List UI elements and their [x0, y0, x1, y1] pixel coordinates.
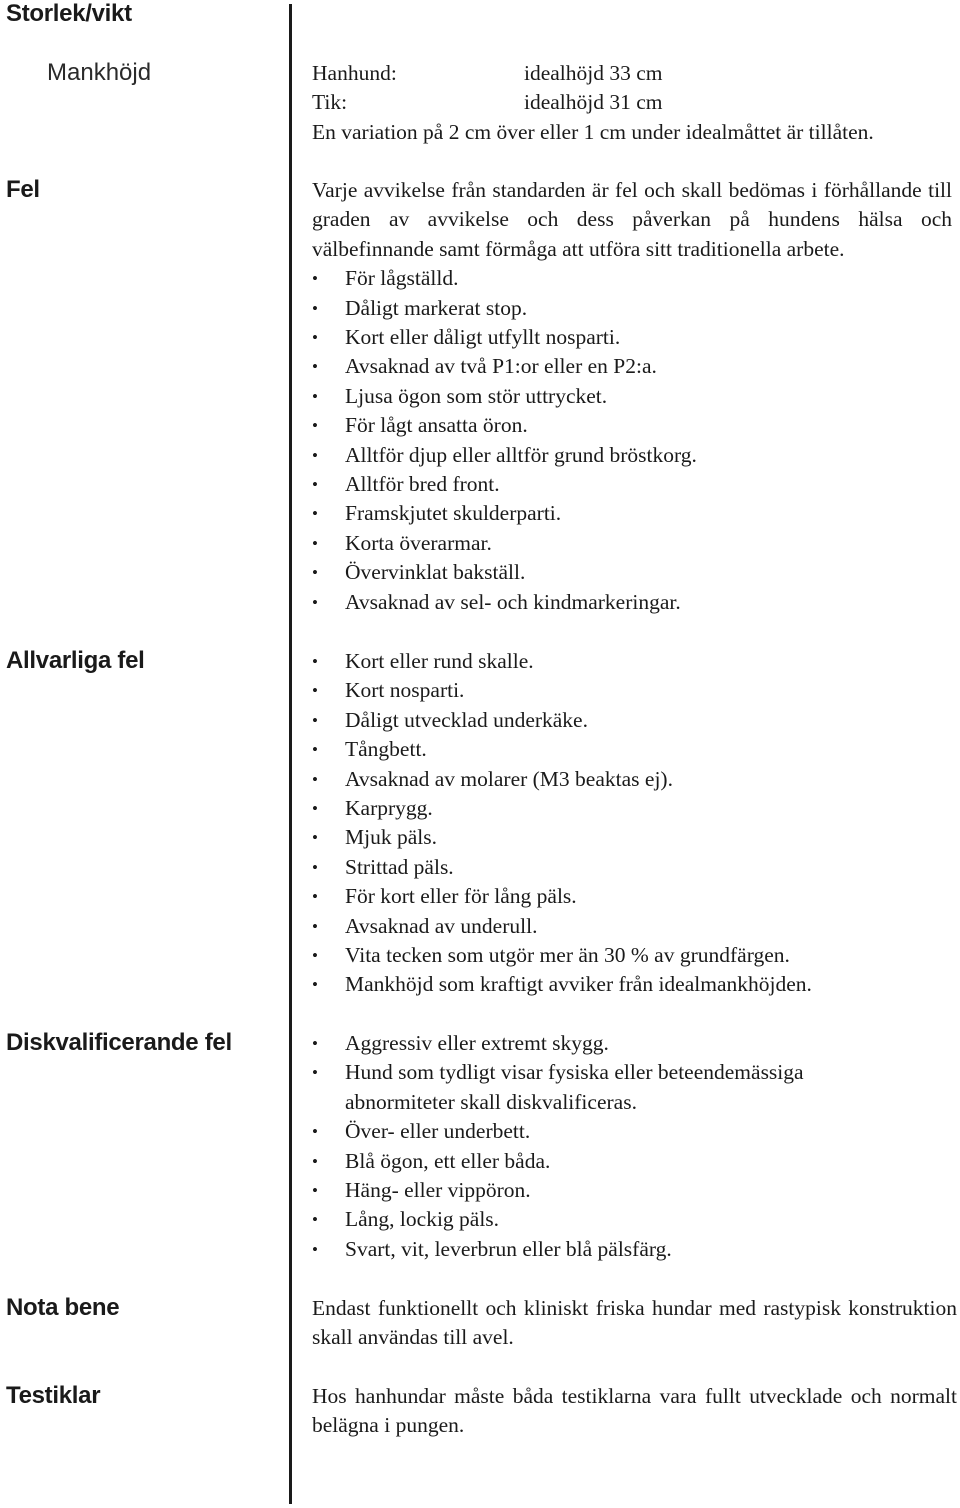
list-item-text: Häng- eller vippöron. — [345, 1178, 531, 1203]
bullet-icon: • — [312, 445, 318, 465]
list-item — [312, 588, 957, 617]
nota-bene-text: Endast funktionellt och kliniskt friska hundar med rastypisk konstruktion skall användas till avel. — [312, 1296, 957, 1350]
fel-intro: Varje avvikelse från standarden är fel och skall bedömas i förhållande till graden av avvikelse och dess påverkan på hundens hälsa och välbefinnande samt förmåga att utföra sitt traditionella arbete. — [312, 178, 952, 261]
bullet-icon: • — [312, 799, 318, 819]
testiklar-block — [312, 1382, 957, 1441]
list-item-text: Aggressiv eller extremt skygg. — [345, 1031, 609, 1055]
bullet-icon: • — [312, 357, 318, 377]
list-item-text: Korta överarmar. — [345, 530, 492, 555]
list-item — [312, 1205, 872, 1234]
list-item-text: Avsaknad av två P1:or eller en P2:a. — [345, 354, 657, 379]
list-item-text: Tångbett. — [345, 737, 427, 762]
mankhojd-row-tik — [312, 88, 957, 117]
list-item — [312, 765, 957, 794]
diskvalificerande-fel-label: Diskvalificerande fel — [6, 1029, 232, 1056]
list-item — [312, 853, 957, 882]
bullet-icon: • — [312, 1151, 318, 1171]
fel-list — [312, 264, 957, 617]
list-item — [312, 1235, 872, 1264]
list-item-text: Karprygg. — [345, 796, 433, 821]
list-item — [312, 823, 957, 852]
bullet-icon: • — [312, 681, 318, 701]
list-item-text: Dåligt markerat stop. — [345, 295, 528, 320]
list-item — [312, 1147, 872, 1176]
bullet-icon: • — [312, 1063, 318, 1083]
bullet-icon: • — [312, 563, 318, 583]
list-item — [312, 647, 957, 676]
list-item-text: Ljusa ögon som stör uttrycket. — [345, 383, 608, 408]
testiklar-label: Testiklar — [6, 1382, 101, 1409]
list-item — [312, 1029, 872, 1058]
list-item-text: Kort eller rund skalle. — [345, 649, 534, 673]
bullet-icon: • — [312, 1181, 318, 1201]
list-item — [312, 1117, 872, 1146]
bullet-icon: • — [312, 386, 318, 406]
list-item — [312, 676, 957, 705]
bullet-icon: • — [312, 328, 318, 348]
list-item-text: Övervinklat bakställ. — [345, 560, 526, 585]
row-key: Hanhund: — [312, 61, 397, 85]
bullet-icon: • — [312, 504, 318, 524]
list-item — [312, 706, 957, 735]
mankhojd-note: En variation på 2 cm över eller 1 cm under idealmåttet är tillåten. — [312, 119, 874, 144]
list-item-text: Lång, lockig päls. — [345, 1207, 500, 1232]
diskvalificerande-fel-list — [312, 1029, 872, 1264]
column-divider — [289, 4, 292, 1504]
list-item — [312, 323, 957, 352]
bullet-icon: • — [312, 916, 318, 936]
nota-bene-label: Nota bene — [6, 1294, 120, 1321]
list-item — [312, 470, 957, 499]
bullet-icon: • — [312, 710, 318, 730]
row-key: Tik: — [312, 90, 348, 115]
list-item — [312, 441, 957, 470]
bullet-icon: • — [312, 269, 318, 289]
list-item-text: Avsaknad av sel- och kindmarkeringar. — [345, 589, 681, 614]
mankhojd-row-hanhund — [312, 59, 957, 88]
bullet-icon: • — [312, 533, 318, 553]
fel-label: Fel — [6, 176, 40, 203]
diskvalificerande-fel-block — [312, 1029, 957, 1264]
list-item-text: Kort nosparti. — [345, 678, 465, 703]
list-item-text: Mankhöjd som kraftigt avviker från idealmankhöjden. — [345, 972, 812, 997]
list-item — [312, 1058, 872, 1117]
bullet-icon: • — [312, 1034, 318, 1053]
list-item-text: För lågställd. — [345, 266, 459, 291]
list-item-text: Kort eller dåligt utfyllt nosparti. — [345, 325, 621, 350]
list-item-text: Alltför bred front. — [345, 472, 500, 497]
bullet-icon: • — [312, 1122, 318, 1142]
list-item — [312, 264, 957, 293]
list-item-text: Avsaknad av underull. — [345, 913, 538, 938]
list-item-text: Strittad päls. — [345, 854, 454, 879]
list-item — [312, 941, 957, 970]
list-item — [312, 411, 957, 440]
list-item-text: För lågt ansatta öron. — [345, 413, 528, 438]
bullet-icon: • — [312, 652, 318, 671]
bullet-icon: • — [312, 592, 318, 612]
bullet-icon: • — [312, 1210, 318, 1230]
list-item — [312, 382, 957, 411]
list-item — [312, 970, 957, 999]
list-item-text: För kort eller för lång päls. — [345, 884, 577, 909]
list-item-text: Dåligt utvecklad underkäke. — [345, 707, 588, 732]
bullet-icon: • — [312, 298, 318, 318]
testiklar-text: Hos hanhundar måste båda testiklarna vara fullt utvecklade och normalt belägna i pungen. — [312, 1384, 957, 1438]
row-value: idealhöjd 31 cm — [524, 90, 663, 115]
bullet-icon: • — [312, 416, 318, 436]
list-item — [312, 912, 957, 941]
bullet-icon: • — [312, 828, 318, 848]
list-item — [312, 735, 957, 764]
list-item — [312, 529, 957, 558]
bullet-icon: • — [312, 769, 318, 789]
list-item — [312, 499, 957, 528]
nota-bene-block — [312, 1294, 957, 1353]
list-item — [312, 1176, 872, 1205]
fel-block — [312, 176, 957, 617]
bullet-icon: • — [312, 857, 318, 877]
bullet-icon: • — [312, 475, 318, 495]
list-item-text: Avsaknad av molarer (M3 beaktas ej). — [345, 766, 673, 791]
bullet-icon: • — [312, 1239, 318, 1259]
row-value: idealhöjd 33 cm — [524, 61, 663, 85]
list-item — [312, 352, 957, 381]
list-item — [312, 558, 957, 587]
bullet-icon: • — [312, 740, 318, 760]
list-item-text: Hund som tydligt visar fysiska eller beteendemässiga abnormiteter skall diskvalificeras. — [345, 1060, 804, 1114]
allvarliga-fel-list — [312, 647, 957, 1000]
list-item-text: Vita tecken som utgör mer än 30 % av grundfärgen. — [345, 943, 790, 968]
list-item — [312, 882, 957, 911]
list-item-text: Svart, vit, leverbrun eller blå pälsfärg. — [345, 1236, 672, 1261]
list-item-text: Framskjutet skulderparti. — [345, 501, 562, 526]
list-item-text: Blå ögon, ett eller båda. — [345, 1148, 551, 1173]
allvarliga-fel-label: Allvarliga fel — [6, 647, 145, 674]
allvarliga-fel-block — [312, 647, 957, 1000]
list-item-text: Alltför djup eller alltför grund bröstkorg. — [345, 442, 697, 467]
list-item — [312, 794, 957, 823]
mankhojd-label: Mankhöjd — [47, 59, 152, 86]
bullet-icon: • — [312, 887, 318, 907]
list-item-text: Över- eller underbett. — [345, 1119, 531, 1144]
mankhojd-block — [312, 59, 957, 147]
list-item-text: Mjuk päls. — [345, 825, 437, 850]
bullet-icon: • — [312, 946, 318, 966]
section-title: Storlek/vikt — [6, 0, 132, 27]
list-item — [312, 294, 957, 323]
bullet-icon: • — [312, 975, 318, 995]
